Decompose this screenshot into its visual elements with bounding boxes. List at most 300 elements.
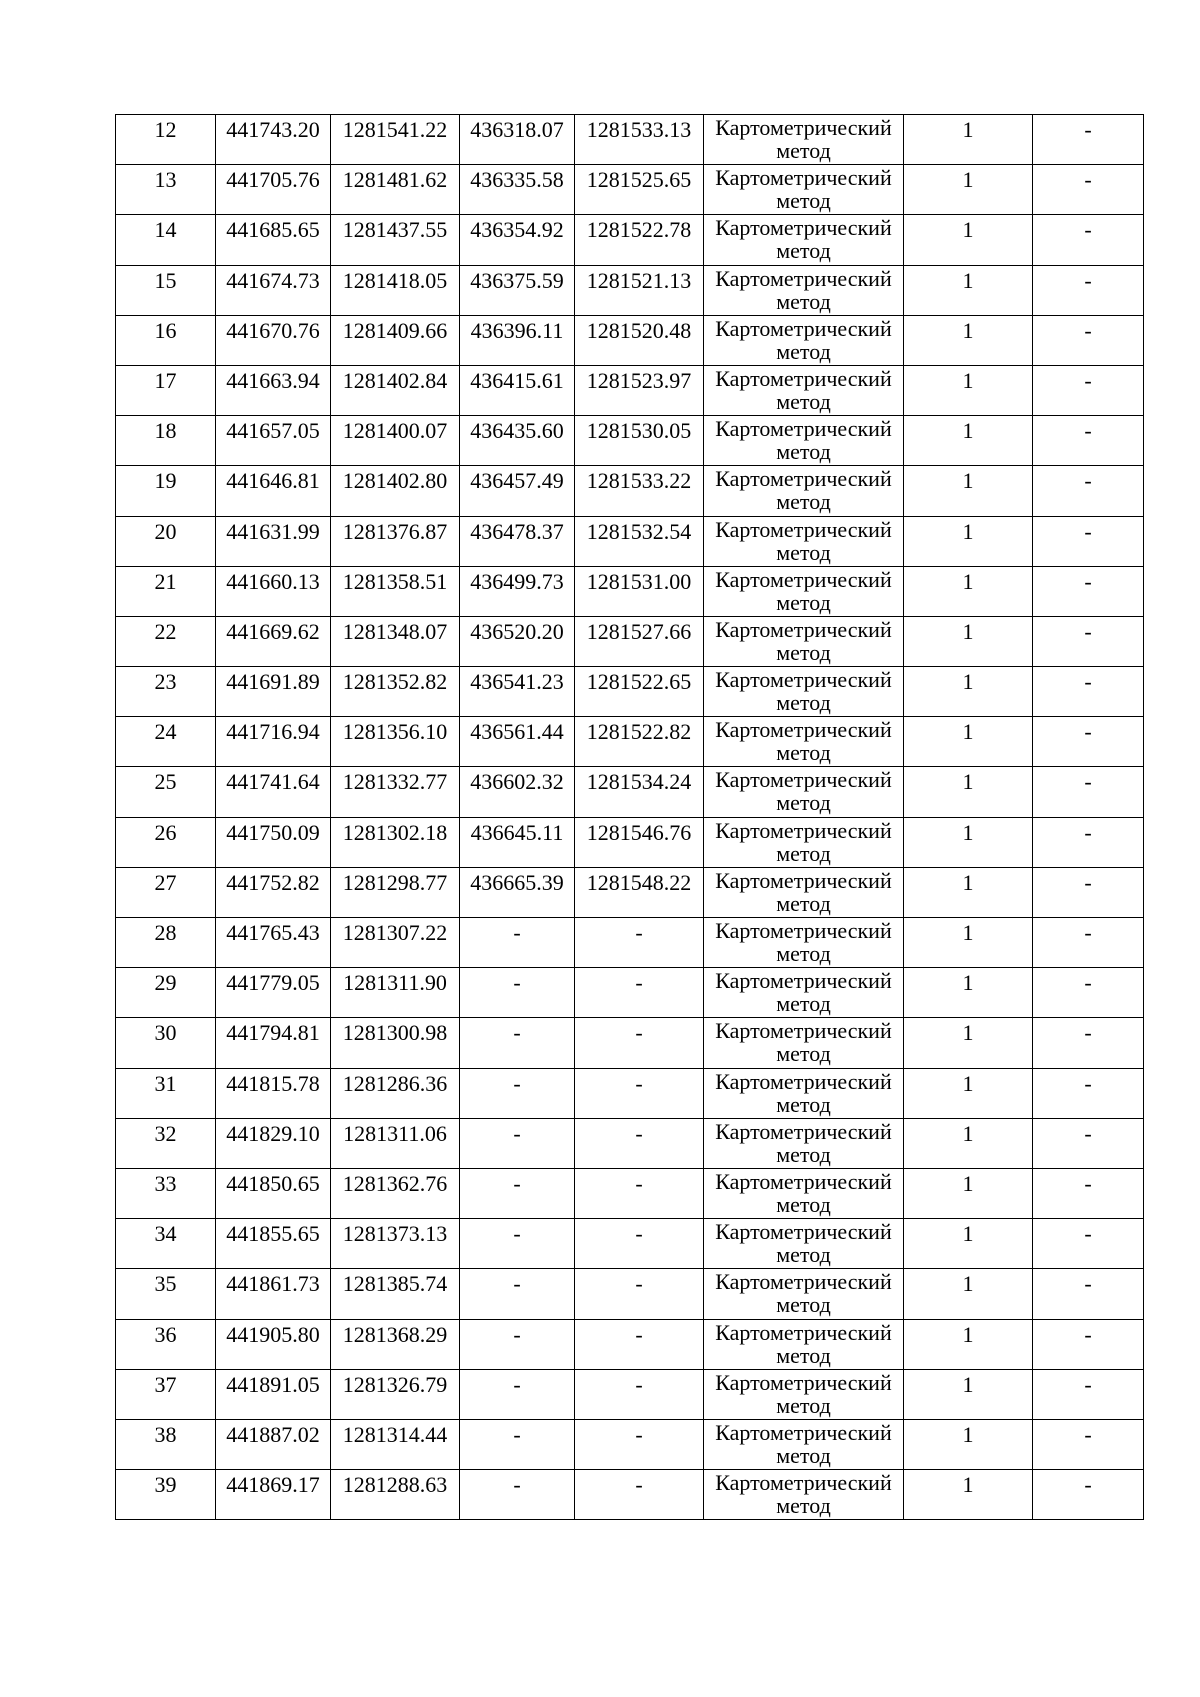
method-text-line2: метод [776, 338, 831, 364]
precision-cell [904, 867, 1033, 917]
x-coordinate-value: 441741.64 [226, 769, 320, 795]
method-text-line2: метод [776, 639, 831, 665]
y-coordinate-value: 1281418.05 [342, 267, 448, 293]
description-cell [1033, 968, 1144, 1018]
y-coordinate-2-cell [575, 1269, 704, 1319]
y-coordinate-cell [331, 817, 460, 867]
method-text-line1: Картометрический [715, 968, 892, 994]
description-cell [1033, 1419, 1144, 1469]
description-value: - [1084, 1221, 1092, 1247]
point-number-value: 36 [154, 1321, 177, 1347]
precision-value: 1 [962, 1321, 974, 1347]
x-coordinate-value: 441887.02 [226, 1421, 320, 1447]
y-coordinate-2-cell [575, 1470, 704, 1520]
y-coordinate-2-value: 1281530.05 [586, 418, 692, 444]
x-coordinate-cell [216, 968, 331, 1018]
method-cell [704, 365, 904, 415]
method-text-line1: Картометрический [715, 566, 892, 592]
point-number-cell [116, 315, 216, 365]
x-coordinate-cell [216, 616, 331, 666]
method-text-line2: метод [776, 890, 831, 916]
x-coordinate-2-value: - [513, 1170, 521, 1196]
y-coordinate-2-cell [575, 867, 704, 917]
precision-cell [904, 817, 1033, 867]
y-coordinate-value: 1281481.62 [342, 167, 448, 193]
method-cell [704, 566, 904, 616]
point-number-value: 28 [154, 920, 177, 945]
table-row [116, 867, 1144, 917]
y-coordinate-cell [331, 416, 460, 466]
x-coordinate-cell [216, 717, 331, 767]
method-text-line1: Картометрический [715, 1118, 892, 1144]
method-text-line1: Картометрический [715, 1319, 892, 1345]
y-coordinate-value: 1281402.84 [342, 367, 448, 393]
point-number-value: 25 [154, 769, 177, 795]
x-coordinate-2-cell [460, 416, 575, 466]
y-coordinate-2-cell [575, 667, 704, 717]
precision-value: 1 [962, 618, 974, 644]
precision-value: 1 [962, 117, 974, 142]
x-coordinate-cell [216, 566, 331, 616]
point-number-cell [116, 616, 216, 666]
method-text-line2: метод [776, 1242, 831, 1268]
precision-value: 1 [962, 418, 974, 444]
point-number-cell [116, 1419, 216, 1469]
method-cell [704, 667, 904, 717]
description-value: - [1084, 669, 1092, 695]
x-coordinate-2-value: - [513, 1070, 521, 1096]
x-coordinate-2-cell [460, 1219, 575, 1269]
x-coordinate-2-cell [460, 918, 575, 968]
method-text-line1: Картометрический [715, 265, 892, 291]
precision-value: 1 [962, 317, 974, 343]
description-value: - [1084, 1321, 1092, 1347]
x-coordinate-2-cell [460, 1168, 575, 1218]
y-coordinate-2-value: - [635, 1271, 643, 1297]
y-coordinate-2-value: 1281534.24 [586, 769, 692, 795]
x-coordinate-value: 441660.13 [226, 568, 320, 594]
precision-cell [904, 315, 1033, 365]
precision-cell [904, 566, 1033, 616]
point-number-cell [116, 1018, 216, 1068]
y-coordinate-value: 1281362.76 [342, 1170, 448, 1196]
x-coordinate-cell [216, 265, 331, 315]
point-number-cell [116, 1269, 216, 1319]
description-cell [1033, 817, 1144, 867]
method-text-line2: метод [776, 238, 831, 264]
precision-value: 1 [962, 1221, 974, 1247]
point-number-value: 22 [154, 618, 177, 644]
x-coordinate-2-value: 436478.37 [470, 518, 564, 544]
point-number-value: 26 [154, 819, 177, 845]
precision-value: 1 [962, 920, 974, 945]
method-text-line1: Картометрический [715, 717, 892, 743]
description-value: - [1084, 618, 1092, 644]
y-coordinate-cell [331, 215, 460, 265]
method-cell [704, 767, 904, 817]
y-coordinate-2-cell [575, 817, 704, 867]
precision-cell [904, 1319, 1033, 1369]
y-coordinate-value: 1281376.87 [342, 518, 448, 544]
x-coordinate-cell [216, 115, 331, 165]
y-coordinate-value: 1281311.90 [343, 970, 447, 996]
point-number-cell [116, 717, 216, 767]
table-row [116, 1219, 1144, 1269]
method-text-line1: Картометрический [715, 867, 892, 893]
precision-cell [904, 115, 1033, 165]
method-text-line1: Картометрический [715, 767, 892, 793]
x-coordinate-cell [216, 767, 331, 817]
point-number-value: 13 [154, 167, 177, 193]
table-row [116, 315, 1144, 365]
precision-cell [904, 516, 1033, 566]
method-cell [704, 817, 904, 867]
y-coordinate-2-cell [575, 1018, 704, 1068]
y-coordinate-2-value: 1281548.22 [586, 869, 692, 895]
description-value: - [1084, 920, 1092, 945]
precision-value: 1 [962, 1020, 974, 1046]
x-coordinate-2-value: 436602.32 [470, 769, 564, 795]
point-number-cell [116, 1068, 216, 1118]
precision-cell [904, 667, 1033, 717]
x-coordinate-value: 441716.94 [226, 719, 320, 745]
precision-value: 1 [962, 1170, 974, 1196]
x-coordinate-2-value: 436520.20 [470, 618, 564, 644]
y-coordinate-2-cell [575, 616, 704, 666]
precision-cell [904, 1269, 1033, 1319]
y-coordinate-2-cell [575, 1068, 704, 1118]
description-value: - [1084, 1020, 1092, 1046]
precision-value: 1 [962, 719, 974, 745]
y-coordinate-cell [331, 1118, 460, 1168]
description-cell [1033, 165, 1144, 215]
precision-cell [904, 215, 1033, 265]
method-text-line2: метод [776, 489, 831, 515]
y-coordinate-2-cell [575, 1219, 704, 1269]
method-text-line1: Картометрический [715, 616, 892, 642]
method-text-line1: Картометрический [715, 918, 892, 943]
method-cell [704, 165, 904, 215]
point-number-value: 34 [154, 1221, 177, 1247]
x-coordinate-value: 441794.81 [226, 1020, 320, 1046]
table-row [116, 1018, 1144, 1068]
table-row [116, 1269, 1144, 1319]
y-coordinate-2-value: - [635, 1371, 643, 1397]
description-cell [1033, 466, 1144, 516]
y-coordinate-cell [331, 1470, 460, 1520]
y-coordinate-cell [331, 315, 460, 365]
precision-cell [904, 466, 1033, 516]
y-coordinate-value: 1281385.74 [342, 1271, 448, 1297]
description-cell [1033, 1319, 1144, 1369]
y-coordinate-2-cell [575, 165, 704, 215]
table-row [116, 817, 1144, 867]
y-coordinate-cell [331, 867, 460, 917]
point-number-cell [116, 1319, 216, 1369]
precision-cell [904, 1470, 1033, 1520]
precision-value: 1 [962, 769, 974, 795]
y-coordinate-2-cell [575, 466, 704, 516]
y-coordinate-2-cell [575, 918, 704, 968]
x-coordinate-2-cell [460, 767, 575, 817]
y-coordinate-cell [331, 115, 460, 165]
y-coordinate-2-value: 1281533.13 [586, 117, 692, 142]
y-coordinate-2-value: 1281522.65 [586, 669, 692, 695]
x-coordinate-2-cell [460, 616, 575, 666]
y-coordinate-value: 1281348.07 [342, 618, 448, 644]
y-coordinate-2-cell [575, 1168, 704, 1218]
y-coordinate-value: 1281356.10 [342, 719, 448, 745]
description-cell [1033, 1369, 1144, 1419]
y-coordinate-2-value: 1281525.65 [586, 167, 692, 193]
method-text-line2: метод [776, 138, 831, 163]
y-coordinate-value: 1281437.55 [342, 217, 448, 243]
y-coordinate-value: 1281400.07 [342, 418, 448, 444]
point-number-value: 31 [154, 1070, 177, 1096]
description-value: - [1084, 1120, 1092, 1146]
method-cell [704, 1118, 904, 1168]
x-coordinate-2-cell [460, 867, 575, 917]
y-coordinate-value: 1281332.77 [342, 769, 448, 795]
method-cell [704, 466, 904, 516]
y-coordinate-cell [331, 365, 460, 415]
y-coordinate-value: 1281298.77 [342, 869, 448, 895]
precision-value: 1 [962, 468, 974, 494]
x-coordinate-value: 441855.65 [226, 1221, 320, 1247]
method-text-line2: метод [776, 1392, 831, 1418]
y-coordinate-cell [331, 1419, 460, 1469]
table-row [116, 1068, 1144, 1118]
precision-value: 1 [962, 1421, 974, 1447]
y-coordinate-2-cell [575, 767, 704, 817]
x-coordinate-value: 441691.89 [226, 669, 320, 695]
y-coordinate-cell [331, 566, 460, 616]
point-number-cell [116, 968, 216, 1018]
point-number-value: 17 [154, 367, 177, 393]
description-cell [1033, 767, 1144, 817]
x-coordinate-value: 441861.73 [226, 1271, 320, 1297]
point-number-cell [116, 265, 216, 315]
method-cell [704, 1018, 904, 1068]
x-coordinate-value: 441850.65 [226, 1170, 320, 1196]
precision-value: 1 [962, 1472, 974, 1498]
y-coordinate-2-cell [575, 1118, 704, 1168]
x-coordinate-2-cell [460, 1369, 575, 1419]
method-text-line2: метод [776, 1292, 831, 1318]
precision-cell [904, 265, 1033, 315]
table-row [116, 1168, 1144, 1218]
precision-value: 1 [962, 217, 974, 243]
method-cell [704, 215, 904, 265]
table-row [116, 516, 1144, 566]
table-row [116, 616, 1144, 666]
method-text-line1: Картометрический [715, 667, 892, 693]
x-coordinate-2-cell [460, 817, 575, 867]
y-coordinate-2-value: 1281527.66 [586, 618, 692, 644]
x-coordinate-2-cell [460, 1018, 575, 1068]
description-cell [1033, 1269, 1144, 1319]
description-value: - [1084, 117, 1092, 142]
x-coordinate-cell [216, 1319, 331, 1369]
x-coordinate-2-cell [460, 667, 575, 717]
description-cell [1033, 365, 1144, 415]
method-cell [704, 265, 904, 315]
y-coordinate-value: 1281302.18 [342, 819, 448, 845]
x-coordinate-2-cell [460, 1269, 575, 1319]
x-coordinate-2-cell [460, 315, 575, 365]
y-coordinate-2-value: - [635, 1472, 643, 1498]
x-coordinate-cell [216, 667, 331, 717]
precision-value: 1 [962, 518, 974, 544]
precision-value: 1 [962, 167, 974, 193]
x-coordinate-value: 441750.09 [226, 819, 320, 845]
point-number-cell [116, 1369, 216, 1419]
method-text-line2: метод [776, 941, 831, 966]
table-row [116, 265, 1144, 315]
precision-cell [904, 767, 1033, 817]
method-text-line2: метод [776, 1141, 831, 1167]
description-value: - [1084, 317, 1092, 343]
point-number-cell [116, 115, 216, 165]
precision-value: 1 [962, 1070, 974, 1096]
method-cell [704, 1068, 904, 1118]
x-coordinate-cell [216, 215, 331, 265]
precision-cell [904, 616, 1033, 666]
point-number-cell [116, 466, 216, 516]
point-number-cell [116, 566, 216, 616]
y-coordinate-2-cell [575, 1369, 704, 1419]
method-cell [704, 1219, 904, 1269]
method-text-line2: метод [776, 790, 831, 816]
method-text-line1: Картометрический [715, 1419, 892, 1445]
table-row [116, 1470, 1144, 1520]
x-coordinate-2-value: 436354.92 [470, 217, 564, 243]
x-coordinate-2-value: 436541.23 [470, 669, 564, 695]
point-number-value: 27 [154, 869, 177, 895]
y-coordinate-value: 1281402.80 [342, 468, 448, 494]
method-cell [704, 968, 904, 1018]
y-coordinate-cell [331, 968, 460, 1018]
x-coordinate-value: 441685.65 [226, 217, 320, 243]
y-coordinate-value: 1281326.79 [342, 1371, 448, 1397]
y-coordinate-2-cell [575, 516, 704, 566]
table-row [116, 918, 1144, 968]
description-value: - [1084, 970, 1092, 996]
method-cell [704, 115, 904, 165]
y-coordinate-2-value: 1281531.00 [586, 568, 692, 594]
x-coordinate-2-value: - [513, 1371, 521, 1397]
description-value: - [1084, 1472, 1092, 1498]
x-coordinate-cell [216, 1369, 331, 1419]
y-coordinate-value: 1281314.44 [342, 1421, 448, 1447]
method-text-line2: метод [776, 288, 831, 314]
method-text-line1: Картометрический [715, 315, 892, 341]
y-coordinate-value: 1281352.82 [342, 669, 448, 695]
point-number-cell [116, 918, 216, 968]
table-row [116, 667, 1144, 717]
method-text-line1: Картометрический [715, 1269, 892, 1295]
precision-value: 1 [962, 1120, 974, 1146]
description-value: - [1084, 1371, 1092, 1397]
x-coordinate-cell [216, 165, 331, 215]
description-cell [1033, 1168, 1144, 1218]
method-text-line1: Картометрический [715, 165, 892, 191]
x-coordinate-cell [216, 416, 331, 466]
description-value: - [1084, 518, 1092, 544]
x-coordinate-cell [216, 817, 331, 867]
method-text-line2: метод [776, 690, 831, 716]
description-cell [1033, 416, 1144, 466]
method-text-line2: метод [776, 1041, 831, 1067]
y-coordinate-cell [331, 466, 460, 516]
x-coordinate-cell [216, 1118, 331, 1168]
y-coordinate-value: 1281307.22 [342, 920, 448, 945]
table-row [116, 717, 1144, 767]
x-coordinate-cell [216, 466, 331, 516]
method-text-line1: Картометрический [715, 516, 892, 542]
point-number-value: 39 [154, 1472, 177, 1498]
y-coordinate-2-value: 1281522.82 [586, 719, 692, 745]
x-coordinate-value: 441829.10 [226, 1120, 320, 1146]
y-coordinate-cell [331, 265, 460, 315]
point-number-cell [116, 365, 216, 415]
x-coordinate-2-value: - [513, 1472, 521, 1498]
table-row [116, 968, 1144, 1018]
y-coordinate-cell [331, 918, 460, 968]
method-cell [704, 1470, 904, 1520]
description-value: - [1084, 1271, 1092, 1297]
y-coordinate-2-value: - [635, 920, 643, 945]
y-coordinate-cell [331, 1168, 460, 1218]
y-coordinate-cell [331, 767, 460, 817]
description-value: - [1084, 1070, 1092, 1096]
y-coordinate-value: 1281288.63 [342, 1472, 448, 1498]
description-cell [1033, 1219, 1144, 1269]
y-coordinate-2-value: 1281523.97 [586, 367, 692, 393]
y-coordinate-value: 1281541.22 [342, 117, 448, 142]
point-number-cell [116, 416, 216, 466]
y-coordinate-cell [331, 1219, 460, 1269]
precision-value: 1 [962, 1271, 974, 1297]
x-coordinate-value: 441743.20 [226, 117, 320, 142]
precision-cell [904, 1419, 1033, 1469]
method-cell [704, 616, 904, 666]
x-coordinate-2-value: 436645.11 [470, 819, 564, 845]
x-coordinate-2-cell [460, 1118, 575, 1168]
point-number-value: 19 [154, 468, 177, 494]
description-value: - [1084, 769, 1092, 795]
point-number-cell [116, 1118, 216, 1168]
description-value: - [1084, 418, 1092, 444]
description-value: - [1084, 819, 1092, 845]
point-number-value: 21 [154, 568, 177, 594]
description-cell [1033, 918, 1144, 968]
x-coordinate-2-value: 436435.60 [470, 418, 564, 444]
table-row [116, 165, 1144, 215]
x-coordinate-value: 441752.82 [226, 869, 320, 895]
method-text-line2: метод [776, 1493, 831, 1519]
x-coordinate-value: 441891.05 [226, 1371, 320, 1397]
description-value: - [1084, 1170, 1092, 1196]
x-coordinate-value: 441905.80 [226, 1321, 320, 1347]
point-number-value: 12 [154, 117, 177, 142]
x-coordinate-cell [216, 1068, 331, 1118]
y-coordinate-2-cell [575, 265, 704, 315]
y-coordinate-2-value: 1281546.76 [586, 819, 692, 845]
precision-cell [904, 1168, 1033, 1218]
precision-cell [904, 1018, 1033, 1068]
method-text-line1: Картометрический [715, 115, 892, 140]
